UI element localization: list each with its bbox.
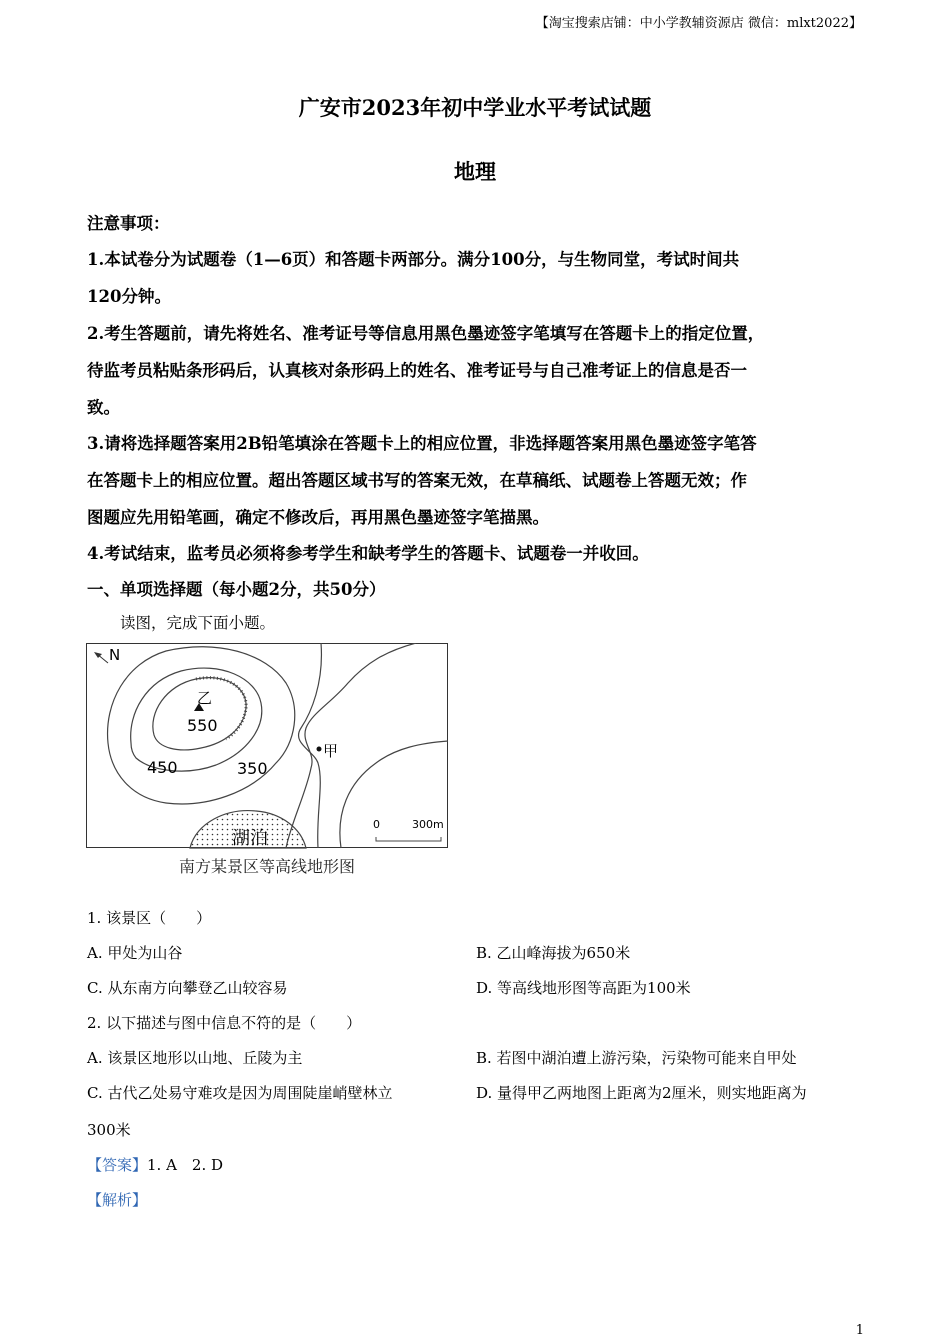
contour-label-550: 550 — [187, 716, 218, 735]
q2-option-a: A. 该景区地形以山地、丘陵为主 — [87, 1049, 303, 1067]
scale-300m: 300m — [412, 818, 444, 831]
q2-stem: 2. 以下描述与图中信息不符的是（ ） — [87, 1014, 362, 1032]
jia-label: 甲 — [323, 742, 339, 760]
answer-line — [87, 1154, 223, 1175]
lake-label: 湖泊 — [232, 828, 268, 849]
contour-map — [86, 643, 448, 849]
page-number: 1 — [855, 1323, 864, 1338]
answer-text: 1. A 2. D — [147, 1156, 224, 1174]
section-heading: 一、单项选择题（每小题2分，共50分） — [87, 580, 386, 599]
notice-line: 致。 — [87, 398, 120, 417]
page-title: 广安市2023年初中学业水平考试试题 — [298, 95, 652, 120]
scale-zero: 0 — [373, 818, 380, 831]
q2-option-b: B. 若图中湖泊遭上游污染，污染物可能来自甲处 — [476, 1049, 797, 1067]
q2-option-c: C. 古代乙处易守难攻是因为周围陡崖峭壁林立 — [87, 1084, 393, 1102]
contour-label-450: 450 — [147, 758, 178, 777]
q1-option-c: C. 从东南方向攀登乙山较容易 — [87, 979, 288, 997]
notice-line: 2.考生答题前，请先将姓名、准考证号等信息用黑色墨迹签字笔填写在答题卡上的指定位置， — [87, 324, 765, 343]
subject-title: 地理 — [454, 159, 496, 184]
question-intro: 读图，完成下面小题。 — [120, 614, 276, 632]
notice-line: 待监考员粘贴条形码后，认真核对条形码上的姓名、准考证号与自己准考证上的信息是否一 — [87, 361, 747, 380]
analysis-tag: 【解析】 — [87, 1191, 148, 1209]
north-label: N — [109, 646, 121, 664]
q1-stem: 1. 该景区（ ） — [87, 909, 212, 927]
notice-line: 图题应先用铅笔画，确定不修改后，再用黑色墨迹签字笔描黑。 — [87, 508, 549, 527]
notice-heading: 注意事项： — [87, 214, 170, 233]
notice-line: 在答题卡上的相应位置。超出答题区域书写的答案无效，在草稿纸、试题卷上答题无效；作 — [87, 471, 747, 490]
notice-line: 4.考试结束，监考员必须将参考学生和缺考学生的答题卡、试题卷一并收回。 — [87, 544, 649, 563]
q2-option-d: D. 量得甲乙两地图上距离为2厘米，则实地距离为 — [476, 1084, 807, 1102]
q2-option-d-continued: 300米 — [87, 1121, 131, 1139]
notice-line: 120分钟。 — [87, 287, 171, 306]
q1-option-d: D. 等高线地形图等高距为100米 — [476, 979, 691, 997]
notice-line: 3.请将选择题答案用2B铅笔填涂在答题卡上的相应位置，非选择题答案用黑色墨迹签字笔答 — [87, 434, 757, 453]
peak-label: 乙 — [197, 689, 213, 707]
answer-tag: 【答案】 — [87, 1156, 148, 1174]
contour-label-350: 350 — [237, 759, 268, 778]
q1-option-b: B. 乙山峰海拔为650米 — [476, 944, 631, 962]
map-caption: 南方某景区等高线地形图 — [178, 857, 355, 876]
q1-option-a: A. 甲处为山谷 — [87, 944, 183, 962]
page-header: 【淘宝搜索店铺：中小学教辅资源店 微信：mlxt2022】 — [535, 16, 862, 31]
notice-line: 1.本试卷分为试题卷（1—6页）和答题卡两部分。满分100分，与生物同堂，考试时间共 — [87, 250, 740, 269]
